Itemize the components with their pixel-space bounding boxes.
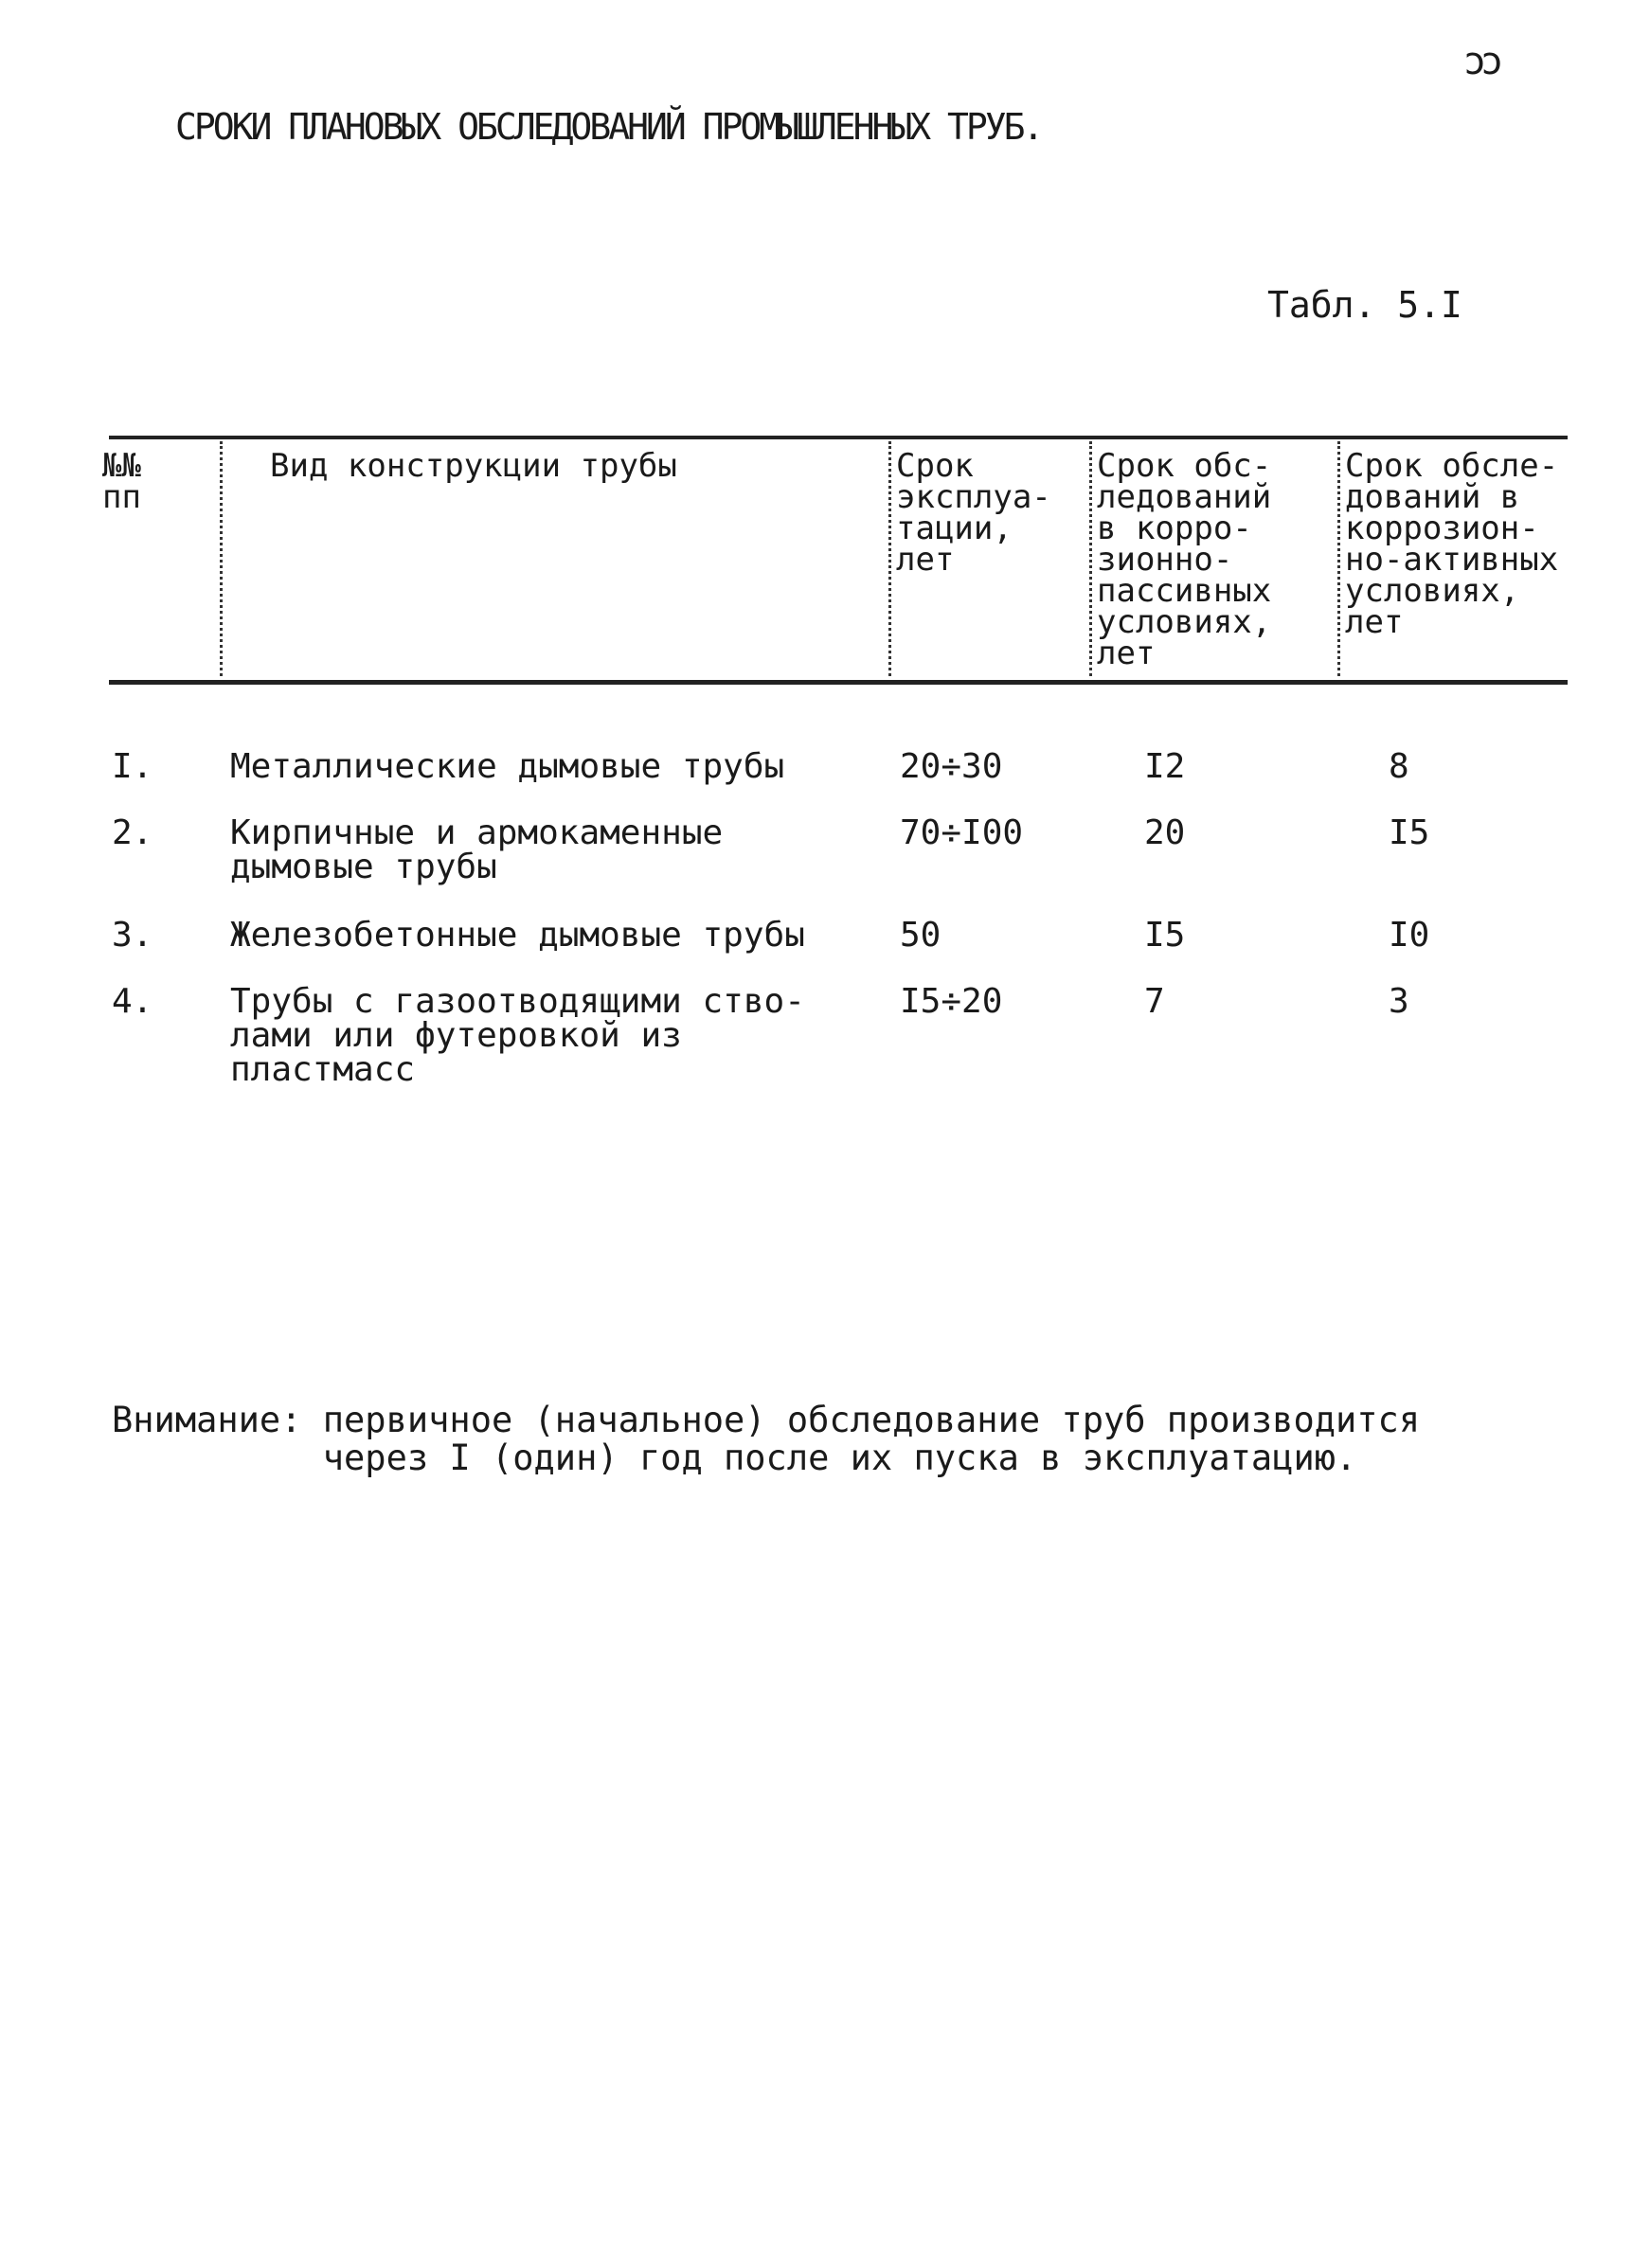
row-active-survey: 3 bbox=[1389, 982, 1409, 1021]
column-divider bbox=[1089, 441, 1092, 676]
table-label: Табл. 5.I bbox=[1267, 284, 1462, 326]
row-passive-survey: 20 bbox=[1144, 813, 1186, 852]
header-service-life: Срок эксплуа- тации, лет bbox=[896, 447, 1051, 579]
column-divider bbox=[1337, 441, 1340, 676]
row-service-life: I5÷20 bbox=[900, 982, 1003, 1021]
row-construction-type: Железобетонные дымовые трубы bbox=[230, 916, 805, 955]
row-number: 2. bbox=[112, 813, 153, 852]
header-construction-type: Вид конструкции трубы bbox=[270, 447, 677, 485]
header-number: №№ пп bbox=[102, 447, 141, 516]
column-divider bbox=[888, 441, 891, 676]
page-title: СРОКИ ПЛАНОВЫХ ОБСЛЕДОВАНИЙ ПРОМЫШЛЕННЫХ ТРУБ. bbox=[175, 106, 1042, 148]
row-service-life: 70÷I00 bbox=[900, 813, 1024, 852]
row-number: 3. bbox=[112, 916, 153, 955]
attention-note: Внимание: первичное (начальное) обследование труб производится через I (один) год после их пуска в эксплуатацию. bbox=[112, 1400, 1421, 1478]
row-number: I. bbox=[112, 747, 153, 786]
row-active-survey: 8 bbox=[1389, 747, 1409, 786]
row-active-survey: I0 bbox=[1389, 916, 1430, 955]
page-number: ɔɔ bbox=[1463, 40, 1498, 83]
row-passive-survey: 7 bbox=[1144, 982, 1165, 1021]
header-passive-survey: Срок обс- ледований в корро- зионно- пассивных условиях, лет bbox=[1097, 447, 1272, 672]
row-construction-type: Кирпичные и армокаменные дымовые трубы bbox=[230, 813, 724, 886]
table-header-rule bbox=[109, 680, 1568, 685]
table-top-rule bbox=[109, 436, 1568, 439]
row-passive-survey: I5 bbox=[1144, 916, 1186, 955]
row-service-life: 50 bbox=[900, 916, 942, 955]
row-construction-type: Металлические дымовые трубы bbox=[230, 747, 785, 786]
row-active-survey: I5 bbox=[1389, 813, 1430, 852]
header-active-survey: Срок обсле- дований в коррозион- но-активных условиях, лет bbox=[1345, 447, 1559, 641]
row-construction-type: Трубы с газоотводящими ство- лами или футеровкой из пластмасс bbox=[230, 982, 805, 1089]
row-number: 4. bbox=[112, 982, 153, 1021]
column-divider bbox=[220, 441, 223, 676]
row-passive-survey: I2 bbox=[1144, 747, 1186, 786]
row-service-life: 20÷30 bbox=[900, 747, 1003, 786]
